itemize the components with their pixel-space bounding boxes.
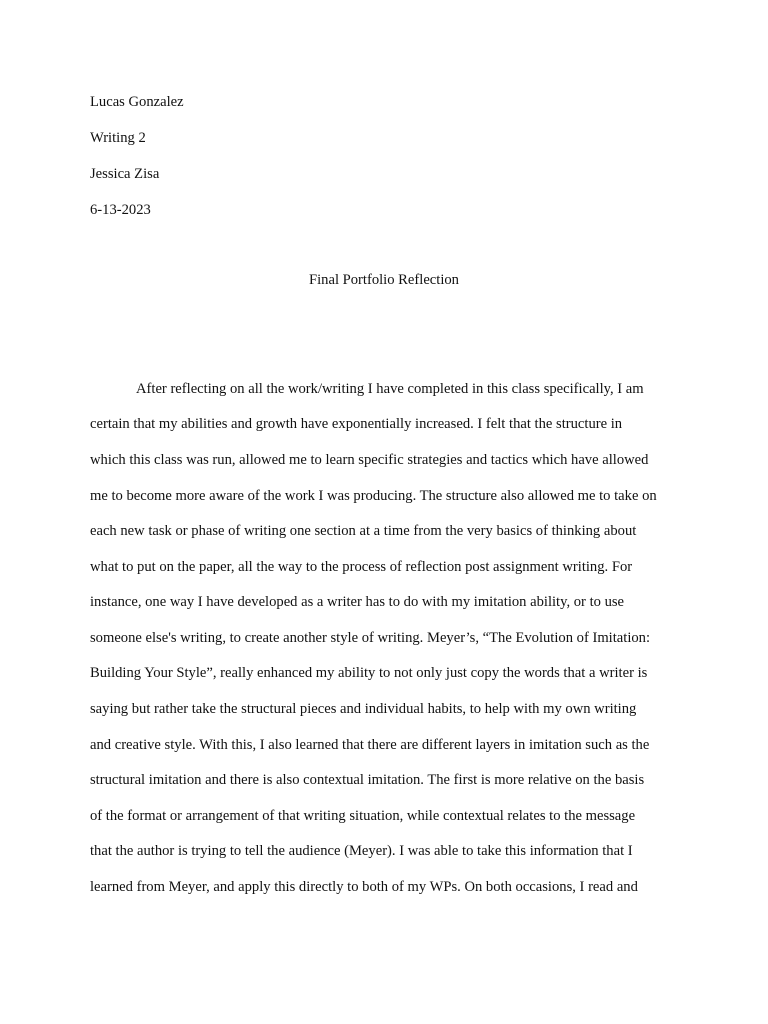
paragraph-line: me to become more aware of the work I was producing. The structure also allowed me to take on xyxy=(90,488,657,504)
paragraph-line: that the author is trying to tell the audience (Meyer). I was able to take this information that I xyxy=(90,843,633,859)
paragraph-line: After reflecting on all the work/writing I have completed in this class specifically, I am xyxy=(136,381,644,397)
paragraph-line: someone else's writing, to create another style of writing. Meyer’s, “The Evolution of Imitation: xyxy=(90,630,651,646)
paragraph-line: certain that my abilities and growth have exponentially increased. I felt that the structure in xyxy=(90,416,623,432)
paragraph-line: saying but rather take the structural pieces and individual habits, to help with my own writing xyxy=(90,701,637,717)
paragraph-line: and creative style. With this, I also learned that there are different layers in imitation such as the xyxy=(90,737,650,753)
paragraph-line: instance, one way I have developed as a writer has to do with my imitation ability, or to use xyxy=(90,594,625,610)
author-name: Lucas Gonzalez xyxy=(90,94,184,110)
paragraph-line: structural imitation and there is also contextual imitation. The first is more relative on the basis xyxy=(90,772,645,788)
instructor-name: Jessica Zisa xyxy=(90,166,160,182)
paragraph-line: which this class was run, allowed me to learn specific strategies and tactics which have allowed xyxy=(90,452,649,468)
paragraph-line: each new task or phase of writing one section at a time from the very basics of thinking about xyxy=(90,523,637,539)
course-name: Writing 2 xyxy=(90,130,146,146)
paragraph-line: what to put on the paper, all the way to the process of reflection post assignment writing. For xyxy=(90,559,633,575)
paragraph-line: Building Your Style”, really enhanced my ability to not only just copy the words that a writer is xyxy=(90,665,648,681)
document-date: 6-13-2023 xyxy=(90,202,151,218)
paragraph-line: learned from Meyer, and apply this directly to both of my WPs. On both occasions, I read and xyxy=(90,879,638,895)
document-title: Final Portfolio Reflection xyxy=(309,272,459,288)
paragraph-line: of the format or arrangement of that writing situation, while contextual relates to the message xyxy=(90,808,636,824)
